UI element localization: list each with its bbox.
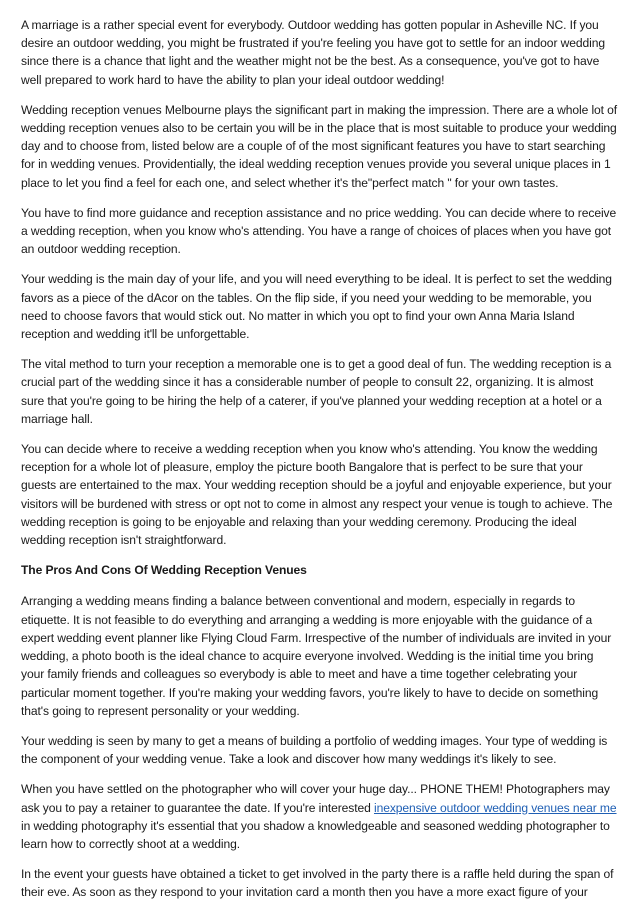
- paragraph-intro: A marriage is a rather special event for everybody. Outdoor wedding has gotten popular in Asheville NC. If you desire an outdoor wedding, you might be frustrated if you're feeling you have got to settle for an indoor wedding since there is a chance that light and the weather might not be the best. As a consequence, you've got to have well prepared to work hard to have the ability to plan your ideal outdoor wedding!: [21, 18, 605, 87]
- paragraph-guidance: You have to find more guidance and reception assistance and no price wedding. You can decide where to receive a wedding reception, when you know who's attending. You have a range of choices of places when you have got an outdoor wedding reception.: [21, 205, 617, 257]
- photographer-text-before: When you have settled on the photographer who will cover your huge day... PHONE THEM! Photographers may ask you to pay a retainer to guarantee the date. If you're interested: [21, 782, 610, 815]
- paragraph-venues-melbourne: Wedding reception venues Melbourne plays the significant part in making the impression. There are a whole lot of wedding reception venues also to be certain you will be in the place that is most suitable to produce your wedding day and to choose from, listed below are a couple of of the most significant features you have to start searching for in wedding venues. Providentially, the ideal wedding reception venues provide you several unique places in 1 place to let you find a feel for each one, and select whether it's the"perfect match " for your own tastes.: [21, 102, 618, 190]
- paragraph-main-day: Your wedding is the main day of your life, and you will need everything to be ideal. It is perfect to set the wedding favors as a piece of the dAcor on the tables. On the flip side, if you need your wedding to be memorable, you need to choose favors that would stick out. No matter in which you opt to find your own Anna Maria Island reception and wedding it'll be unforgettable.: [21, 272, 612, 342]
- paragraph-decide-where: You can decide where to receive a wedding reception when you know who's attending. You know the wedding reception for a whole lot of pleasure, employ the picture booth Bangalore that is perfect to be sure that your guests are entertained to the max. Your wedding reception should be a joyful and enjoyable experience, but your visitors will be burdened with stress or opt not to come in almost any respect your venue is tough to achieve. The wedding reception is going to be enjoyable and relaxing than your wedding ceremony. Producing the ideal wedding reception isn't straightforward.: [21, 442, 613, 548]
- venues-link[interactable]: inexpensive outdoor wedding venues near me: [373, 800, 617, 815]
- paragraph-photographer: [21, 780, 618, 853]
- paragraph-portfolio: Your wedding is seen by many to get a means of building a portfolio of wedding images. Your type of wedding is the component of your wedding venue. Take a look and discover how many weddings it's likely to see.: [21, 733, 608, 767]
- photographer-text-after: in wedding photography it's essential that you shadow a knowledgeable and seasoned wedding photographer to learn how to correctly shoot at a wedding.: [21, 818, 610, 851]
- paragraph-arranging: Arranging a wedding means finding a balance between conventional and modern, especially in regards to etiquette. It is not feasible to do everything and arranging a wedding is more enjoyable with the guidance of a expert wedding event planner like Flying Cloud Farm. Irrespective of the number of individuals are invited in your wedding, a photo booth is the ideal chance to acquire everyone involved. Wedding is the initial time you bring your family friends and colleagues so everybody is able to meet and have a time together celebrating your particular moment together. If you're making your wedding favors, you're likely to have to decide on something that's going to represent personality or your wedding.: [21, 594, 612, 718]
- section-heading: The Pros And Cons Of Wedding Reception Venues: [21, 563, 307, 578]
- paragraph-raffle: In the event your guests have obtained a ticket to get involved in the party there is a raffle held during the span of their eve. As soon as they respond to your invitation card a month then you have a more exact figure of your: [21, 867, 614, 900]
- paragraph-vital-method: The vital method to turn your reception a memorable one is to get a good deal of fun. The wedding reception is a crucial part of the wedding since it has a considerable number of people to consult 22, organizing. It is almost sure that you're going to be hiring the help of a caterer, if you've planned your wedding reception at a hotel or a marriage hall.: [21, 357, 612, 426]
